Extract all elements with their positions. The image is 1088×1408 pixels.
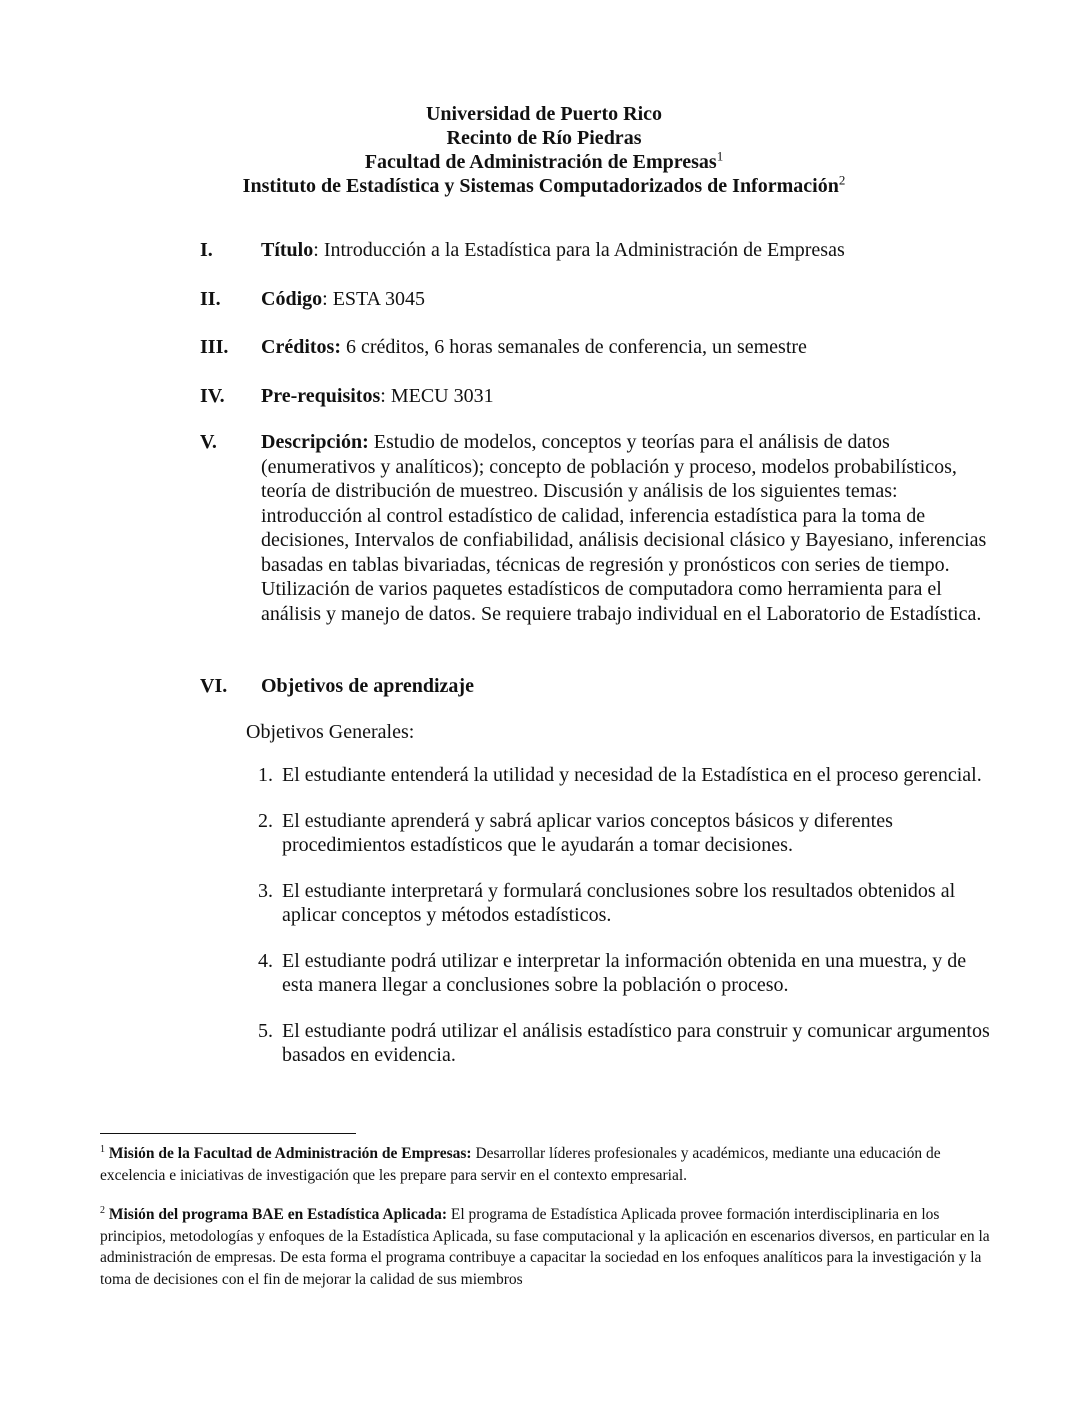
section-label: Pre-requisitos — [261, 385, 381, 407]
list-item: 2. El estudiante aprenderá y sabrá aplicar varios conceptos básicos y diferentes procedimientos estadísticos que le ayudarán a tomar decisiones. — [258, 809, 893, 856]
university-name: Universidad de Puerto Rico — [425, 103, 663, 125]
section-label: Código — [261, 288, 323, 310]
section-label: Título — [261, 239, 314, 261]
institute-name: Instituto de Estadística y Sistemas Computadorizados de Información$^2$ — [242, 172, 846, 197]
footnote-label: Misión del programa BAE en Estadística Aplicada: — [108, 1206, 448, 1223]
list-item: 4. El estudiante podrá utilizar e interpretar la información obtenida en una muestra, y de esta manera llegar a conclusiones sobre la población o proceso. — [258, 949, 967, 996]
section-body: Título: Introducción a la Estadística para la Administración de Empresas — [261, 239, 845, 261]
faculty-name: Facultad de Administración de Empresas$^1$ — [364, 148, 724, 173]
section-body: Código: ESTA 3045 — [261, 288, 425, 310]
section-number: IV. — [200, 385, 225, 407]
document-header — [0, 102, 1088, 198]
footnote-mark: 1 — [100, 1143, 105, 1155]
section-number: III. — [200, 336, 229, 358]
footnote-ref-1[interactable]: 1 — [716, 148, 724, 164]
footnote-label: Misión de la Facultad de Administración de Empresas: — [108, 1145, 472, 1162]
footnote-1: $^1$ Misión de la Facultad de Administración de Empresas: Desarrollar líderes profesionales y académicos, mediante una educación de excelencia e iniciativas de investigación que les prepare para servir en el contexto empresarial. — [100, 1143, 941, 1184]
section-label: Descripción: — [261, 431, 369, 453]
footnote-2: $^2$ Misión del programa BAE en Estadística Aplicada: El programa de Estadística Aplicada provee formación interdisciplinaria en los principios, metodologías y enfoques de la Estadística Aplicada, su fase computacional y la aplicación en escenarios diversos, en particular en la administración de empresas. De esta forma el programa contribuye a capacitar la sociedad en los enfoques analíticos para la investigación y la toma de decisiones con el fin de mejorar la calidad de sus miembros — [100, 1204, 990, 1288]
section-label: Objetivos de aprendizaje — [261, 675, 474, 697]
list-item: 5. El estudiante podrá utilizar el análisis estadístico para construir y comunicar argumentos basados en evidencia. — [258, 1019, 990, 1066]
section-body: Descripción: Estudio de modelos, conceptos y teorías para el análisis de datos (enumerativos y analíticos); concepto de población y proceso, modelos probabilísticos, teoría de distribución de muestreo. Discusión y análisis de los siguientes temas: introducción al control estadístico de calidad, inferencia estadística para la toma de decisiones, Intervalos de confiabilidad, análisis decisional clásico y Bayesiano, inferencias basadas en tablas bivariadas, técnicas de regresión y pronósticos con series de tiempo. Utilización de varios paquetes estadísticos de computadora como herramienta para el análisis y manejo de datos. Se requiere trabajo individual en el Laboratorio de Estadística. — [261, 431, 987, 625]
footnote-ref-2[interactable]: 2 — [838, 172, 846, 188]
section-number: II. — [200, 288, 221, 310]
section-number: VI. — [200, 675, 228, 697]
section-number: I. — [200, 239, 213, 261]
section-body: Créditos: 6 créditos, 6 horas semanales de conferencia, un semestre — [261, 336, 807, 358]
section-body — [261, 674, 1001, 699]
campus-name: Recinto de Río Piedras — [446, 127, 642, 149]
footnote-mark: 2 — [100, 1204, 105, 1216]
list-item: 3. El estudiante interpretará y formulará conclusiones sobre los resultados obtenidos al aplicar conceptos y métodos estadísticos. — [258, 879, 956, 926]
section-number: V. — [200, 431, 217, 453]
footnote-divider — [100, 1133, 356, 1134]
section-body: Pre-requisitos: MECU 3031 — [261, 385, 494, 407]
general-objectives-title: Objetivos Generales: — [246, 721, 415, 743]
list-item: 1. El estudiante entenderá la utilidad y necesidad de la Estadística en el proceso gerencial. — [258, 764, 982, 786]
section-label: Créditos: — [261, 336, 341, 358]
objectives-list — [258, 763, 998, 1089]
